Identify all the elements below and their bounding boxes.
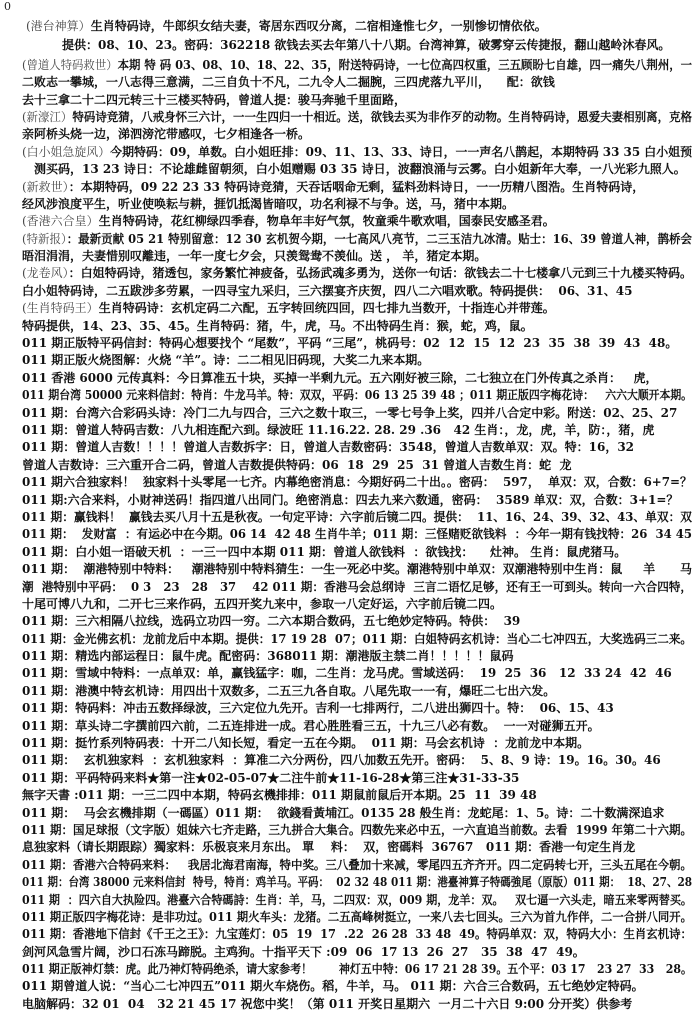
line-text: 011 期：国足球报（文字版）姐妹六七齐走路，三九拼合大集合。四数先来必中五，一六直追当前数。去看 1999 年第二十六期。 bbox=[22, 822, 693, 837]
line-content bbox=[22, 126, 310, 143]
line-text: 011 期：曾道人吉数！！！！曾道人吉数拆字：日，曾道人吉数密码：3548，曾道人吉数单双：双。特：16，32 bbox=[22, 440, 635, 455]
text-line bbox=[0, 265, 698, 282]
section-tag: (港台神算） bbox=[26, 19, 91, 33]
line-content bbox=[22, 735, 589, 752]
text-line bbox=[0, 370, 698, 387]
page-marker: 0 bbox=[4, 0, 11, 13]
line-text: 特码提供，14、23、35、45。生肖特码：猪，牛，虎，马。不出特码生肖：猴，蛇，鸡，鼠。 bbox=[22, 318, 533, 333]
line-content bbox=[34, 161, 686, 178]
line-text: 011 期：香港六合特码来料： 我居北海君南海，特中奖。三八叠加十来减，零尾四五齐齐开。四二定码转七开，三头五尾在今朝。 bbox=[22, 857, 692, 872]
line-content bbox=[22, 318, 533, 335]
line-text: 011 期正版火烧图解：火烧 “羊”。诗：二二相见旧码现，大奖二九来本期。 bbox=[22, 353, 430, 368]
line-content bbox=[22, 405, 677, 422]
line-content bbox=[22, 422, 654, 439]
text-line bbox=[0, 161, 698, 178]
line-content bbox=[22, 839, 635, 856]
line-text: ：白姐特码诗，猪透包，家务繁忙神疲备，弘扬武魂多勇为，送你一句话：欲钱去二十七楼拿八元到三十九楼买特码。 bbox=[68, 266, 693, 281]
line-text: 曾道人吉数诗：三六重开合二码，曾道人吉数提供特码：06 18 29 25 31 曾道人吉数生肖：蛇 龙 bbox=[22, 457, 572, 472]
text-line bbox=[0, 405, 698, 422]
text-line bbox=[0, 700, 698, 717]
line-content bbox=[22, 300, 555, 317]
text-line bbox=[0, 839, 698, 856]
line-text: 生肖特码诗，花红柳绿四季春，物阜年丰好气氛，牧童乘牛歌欢唱，国泰民安感圣君。 bbox=[98, 214, 555, 229]
line-text: 無字天書 :011 期：一三二四中本期，特码玄機排排：011 期鼠前鼠后开本期。25 11 39 48 bbox=[22, 788, 537, 803]
line-content bbox=[22, 579, 692, 596]
line-content bbox=[22, 352, 429, 369]
text-line bbox=[0, 126, 698, 143]
text-line bbox=[0, 387, 698, 404]
line-content bbox=[22, 439, 634, 456]
line-content bbox=[22, 700, 614, 717]
line-text: 011 期：台湾六合彩码头诗：冷门二九与四合，三六之数十取三，一零七号争上奖，四并八合定中彩。附送：02、25、27 bbox=[22, 405, 678, 420]
text-line bbox=[0, 92, 698, 109]
line-content bbox=[22, 144, 692, 161]
line-text: 011 期：金光佛玄机：龙前龙后中本期。提供：17 19 28 07；011 期：白姐特码玄机诗：当心二七冲四五，大奖选码三二来。 bbox=[22, 631, 693, 646]
line-text: 011 期：白小姐一语破天机 ：一三一四中本期 011 期：曾道人欲钱料 ：欲钱找： 灶神。 生肖：鼠虎猪马。 bbox=[22, 544, 627, 559]
text-line bbox=[0, 822, 698, 839]
line-text: 晤泪涓涓，夫妻惜别叹離违，一年一度七夕会，只羡鸳鸯不羡仙。送 ， 羊，猪定本期。 bbox=[22, 249, 487, 264]
line-content bbox=[22, 335, 677, 352]
text-line bbox=[0, 457, 698, 474]
line-content bbox=[22, 370, 658, 387]
section-tag: (香港六合皇） bbox=[22, 214, 99, 229]
line-text: 提供：08、10、23。密码：362218 欲钱去买去年第八十八期。台湾神算，破雾穿云传捷报，翻山越岭沐春风。 bbox=[62, 38, 671, 53]
section-tag: (特新报） bbox=[22, 231, 67, 246]
text-line bbox=[0, 926, 698, 943]
line-text: 011 期：港澳中特玄机诗：用四出十双数多，二五三九各自取。八尾先取一一有，爆旺二七出六发。 bbox=[22, 683, 556, 698]
line-content bbox=[22, 57, 692, 74]
line-text: 011 期六合独家料！ 独家料十头零尾一七齐。内幕绝密消息：今期好码二十出。。密码： 597， 单双：双，合数：6+7=？ bbox=[22, 475, 692, 490]
text-line bbox=[0, 735, 698, 752]
line-text: 011 期：曾道人特码吉数：八九相连配六到。绿波旺 11.16.22. 28. 29 .36 42 生肖：，龙，虎，羊，防：，猪，虎 bbox=[22, 422, 655, 437]
line-content bbox=[22, 492, 678, 509]
line-content bbox=[22, 805, 664, 822]
line-content bbox=[22, 926, 692, 943]
text-line bbox=[0, 213, 698, 230]
line-text: 011 香港 6000 元传真料：今日算准五十块，买掉一半剩九元。五六刚好被三除，二七独立在门外传真之杀肖： 虎， bbox=[22, 370, 658, 385]
section-tag: (新救世） bbox=[22, 179, 69, 194]
line-content bbox=[22, 179, 644, 196]
text-line bbox=[0, 961, 698, 978]
line-content bbox=[22, 213, 555, 230]
line-text: 011 期：草头诗二字撰前四六前，二五连排进一成。君心胜胜看三五，十九三八必有数。 一一对碰狮五开。 bbox=[22, 718, 600, 733]
line-content bbox=[22, 613, 520, 630]
text-line bbox=[0, 196, 698, 213]
line-content bbox=[22, 457, 571, 474]
text-line bbox=[0, 892, 698, 909]
line-content bbox=[22, 978, 644, 995]
text-line bbox=[0, 978, 698, 995]
line-text: 潮 港特别中平码： 0 3 23 28 37 42 011 期：香港马会总纲诗 三言二语忆足够，还有王一可到头。转向一六合四特， bbox=[22, 579, 693, 594]
text-line bbox=[0, 561, 698, 578]
text-line bbox=[0, 579, 698, 596]
line-content bbox=[22, 631, 692, 648]
text-line bbox=[0, 544, 698, 561]
line-content bbox=[22, 718, 600, 735]
line-content bbox=[22, 909, 692, 926]
text-line bbox=[0, 631, 698, 648]
section-tag: (白小姐急旋风） bbox=[22, 144, 111, 159]
line-text: 011 期:六合来料，小财神送码！指四道八出同门。绝密消息：四去九来六数通，密码： 3589 单双：双，合数：3+1=？ bbox=[22, 492, 679, 507]
line-content bbox=[22, 787, 537, 804]
line-content bbox=[22, 596, 502, 613]
line-text: 011 期：香港地下信封《千王之王》：九宝莲灯：05 19 17 .22 26 28 33 48 49。特码单双：双，特码大小：生肖玄机诗： bbox=[22, 927, 692, 942]
line-content bbox=[22, 109, 692, 126]
text-line bbox=[0, 300, 698, 317]
line-text: 011 期： 潮港特别中特料： 潮港特别中特料猜生：一生一死必中奖。潮港特别中单双：双潮港特别中生肖：鼠 羊 马 bbox=[22, 562, 692, 577]
line-content bbox=[22, 544, 626, 561]
line-content bbox=[22, 752, 661, 769]
line-text: 生肖特码诗：玄机定码二六配，五字转回统四回，四七排九当数开，十指连心并带莲。 bbox=[98, 301, 555, 316]
text-line bbox=[0, 909, 698, 926]
line-content bbox=[22, 683, 555, 700]
line-text: 011 期曾道人说：“当心二七冲四五”011 期火车烧伤。稻，牛羊，马。 011 期：六合三合数码，五七绝妙定特码。 bbox=[22, 979, 644, 994]
line-text: 011 期：雪域中特料：一点单双：单，赢钱猛字：咖，二生肖：龙马虎。雪域送码： 19 25 36 12 33 24 42 46 bbox=[22, 666, 672, 681]
line-content bbox=[22, 474, 692, 491]
line-text: 去十三拿二十二四元转三十三楼买特码，曾道人提：骏马奔驰千里面路， bbox=[22, 92, 407, 107]
line-text: 011 期：挺竹系列特码表：十开二八知长短，看定一五在今期。 011 期：马会玄机诗 ：龙前龙中本期。 bbox=[22, 736, 590, 751]
line-content bbox=[22, 770, 519, 787]
line-text: 剑河风急雪片阔，沙口石冻马蹄脱。主鸡狗。十指平天下 :09 06 17 13 26 27 35 38 47 49。 bbox=[22, 944, 585, 959]
text-line bbox=[0, 248, 698, 265]
section-tag: (新濠江） bbox=[22, 109, 73, 124]
text-line bbox=[0, 283, 698, 300]
text-line bbox=[0, 526, 698, 543]
line-text: 白小姐特码诗，二五跋涉多劳累，一四寻宝九采归，三六摆宴齐庆贺，四八二六唱欢歌。特码提供： 06、31、45 bbox=[22, 283, 633, 298]
line-content bbox=[22, 92, 406, 109]
text-line bbox=[0, 318, 698, 335]
text-line bbox=[0, 874, 698, 891]
text-line bbox=[0, 648, 698, 665]
text-line bbox=[0, 74, 698, 91]
section-tag: (曾道人特码救世） bbox=[22, 57, 118, 72]
line-content bbox=[22, 996, 632, 1013]
line-content bbox=[22, 561, 692, 578]
line-content bbox=[22, 387, 692, 404]
line-text: 011 期 ：四六自大执险四。港臺六合特碼詩：生肖：羊，马，二四双：双，009 期，龙羊：双。 双七逼一六头走，暗五来零两替买。 bbox=[22, 892, 692, 907]
document-body bbox=[0, 18, 698, 1013]
text-line bbox=[0, 492, 698, 509]
line-content bbox=[22, 648, 514, 665]
line-content bbox=[22, 874, 692, 891]
line-content bbox=[22, 231, 692, 248]
line-text: 电脑解码：32 01 04 32 21 45 17 祝您中奖！（第 011 开奖日星期六 一月二十六日 9:00 分开奖）供参考 bbox=[22, 996, 633, 1011]
text-line bbox=[0, 509, 698, 526]
line-content bbox=[22, 944, 585, 961]
line-text: 二败志一攀城，一八志得三意满，二三自负十不凡，二九令人二掘腕，三四虎落九平川， 配：欲钱 bbox=[22, 75, 555, 90]
text-line bbox=[0, 665, 698, 682]
line-text: 息独家料（请长期跟踪）獨家料：乐极哀来月东出。 單 料： 双，密碼料 36767 011 期：香港一句定生肖龙 bbox=[22, 840, 636, 855]
line-text: 011 期正版四字梅花诗：是非功过。011 期火车头：龙猪。二五高峰树挺立，一来八去七回头。三六为首九作伴，二一合拼八同开。 bbox=[22, 909, 693, 924]
line-text: 011 期： 玄机独家料 ：玄机独家料 ：算准二六分两份，四八加数五先开。密码： 5、8、9 诗：19。16。30。46 bbox=[22, 753, 661, 768]
text-line bbox=[0, 37, 698, 54]
line-text: 十尾可博八九和，二开七三来作码，五四开奖九来中，参取一八定好运，六字前后镜二四。 bbox=[22, 596, 503, 611]
line-text: 011 期：精选内部运程日：鼠牛虎。配密码：368011 期：潮港版主禁二肖！！！！！鼠码 bbox=[22, 649, 514, 664]
text-line bbox=[0, 57, 698, 74]
text-line bbox=[0, 996, 698, 1013]
line-content bbox=[22, 961, 692, 978]
text-line bbox=[0, 596, 698, 613]
line-text: 经风涉浪度平生，听业使唤耘与耕，捱饥抵渴皆暗叹，功名利禄不与争。送，马，猪中本期。 bbox=[22, 196, 515, 211]
text-line bbox=[0, 787, 698, 804]
line-text: 011 期：三六相隔八拉线，选码立功四一穷。二六本期合数码，五七绝妙定特码。特供： 39 bbox=[22, 614, 521, 629]
line-text: 亲阿桥头烧一边，涕泗滂沱带感叹，七夕相逢各一桥。 bbox=[22, 127, 311, 142]
line-text: 今期特码：09，单数。白小姐旺排：09、11、13、33、诗日，一一声名八鹊起，本期特码 33 35 白小姐预 bbox=[110, 144, 693, 159]
text-line bbox=[0, 335, 698, 352]
text-line bbox=[0, 231, 698, 248]
line-content bbox=[22, 526, 692, 543]
line-text: 011 期正版特平码信封：特码心想要找个 “尾数”，平码 “三尾”，桃码号：02 12 15 12 23 35 38 39 43 48。 bbox=[22, 336, 678, 351]
text-line bbox=[0, 944, 698, 961]
line-text: 011 期：赢钱料！ 赢钱去买八月十五是秋夜。一句定平诗：六字前后镜二四。提供： 11、16、24、39、32、43、单双：双 bbox=[22, 509, 693, 524]
text-line bbox=[0, 439, 698, 456]
section-tag: (生肖特码王） bbox=[22, 301, 99, 316]
line-text: 011 期台湾 50000 元来料信封：特肖：牛龙马羊。特：双双，平码：06 13 25 39 48 ；011 期正版四字梅花诗： 六六大顺开本期。 bbox=[22, 388, 693, 403]
line-text: 特码诗竞猜，八戒身怀三六计，一一生四归一十相近。送，欲钱去买为非作歹的动物。生肖特码诗，恩爱夫妻相别离，克格 bbox=[72, 109, 693, 124]
text-line bbox=[0, 683, 698, 700]
line-text: 生肖特码诗，牛郎织女结夫妻，寄居东西叹分离，二宿相逢惟七夕，一别惨切情依依。 bbox=[90, 19, 547, 33]
text-line bbox=[0, 18, 698, 35]
text-line bbox=[0, 752, 698, 769]
line-text: 本期 特 码 03、08、10、18、22、35，附送特码诗，一七位高四权重，三五顾盼七自雄，四一痛失八荆州，一 bbox=[117, 57, 693, 72]
line-text: 011 期：特码料：冲击五数择绿波，三六定位九先开。吉利一七排两行，二八进出狮四十。特： 06、15、43 bbox=[22, 701, 614, 716]
line-content bbox=[22, 665, 672, 682]
text-line bbox=[0, 422, 698, 439]
line-content bbox=[62, 37, 670, 54]
line-content bbox=[22, 283, 632, 300]
text-line bbox=[0, 613, 698, 630]
line-text: 011 期： 马会玄機排期（一碼區）011 期： 欲錢看黃埔江。0135 28 般生肖：龙蛇尾：1、5。诗：二十数满深追求 bbox=[22, 805, 665, 820]
text-line bbox=[0, 770, 698, 787]
line-text: 011 期正版神灯禁：虎。此乃神灯特码绝杀，请大家参考！ 神灯五中特：06 17 21 28 39。五个平：03 17 23 27 33 28。 bbox=[22, 962, 693, 977]
line-text: ：本期特码，09 22 23 33 特码诗竞猜，天吞话咽命无剩，猛料劲料诗日，一一历精八图浩。生肖特码诗， bbox=[68, 179, 645, 194]
line-text: 011 期：台湾 38000 元来料信封 特号，特肖：鸡羊马。平码： 02 32 48 011 期：港臺神算子特碼強尾（原版）011 期： 18、27、28 bbox=[22, 875, 693, 890]
line-text: 测买码，13 23 诗日：不论雄雌留朝须，白小姐赠赐 03 35 诗日，波翻浪涌与云雾。白小姐新年大奉，一八光彩九照人。 bbox=[34, 162, 686, 177]
line-content bbox=[22, 509, 692, 526]
line-text: 011 期： 发财富 ：有运必中在今期。06 14 42 48 生肖牛羊；011 期：三怪赌贬欲钱料 ：今年一期有钱找特：26 34 45 bbox=[22, 527, 692, 542]
line-content bbox=[26, 18, 547, 35]
line-content bbox=[22, 248, 486, 265]
text-line bbox=[0, 474, 698, 491]
line-text: 011 期：平码特码来料★第一注★02-05-07★二注牛前★11-16-28★第三注★31-33-35 bbox=[22, 770, 520, 785]
text-line bbox=[0, 805, 698, 822]
text-line bbox=[0, 109, 698, 126]
text-line bbox=[0, 718, 698, 735]
line-content bbox=[22, 196, 514, 213]
line-content bbox=[22, 265, 692, 282]
text-line bbox=[0, 352, 698, 369]
line-content bbox=[22, 74, 555, 91]
line-content bbox=[22, 822, 692, 839]
text-line bbox=[0, 857, 698, 874]
text-line bbox=[0, 144, 698, 161]
text-line bbox=[0, 179, 698, 196]
line-text: ：最新贡献 05 21 特别留意：12 30 玄机贺今期，一七高风八亮节，二三玉洁九冰清。贴士：16、39 曾道人神，鹊桥会 bbox=[66, 231, 693, 246]
section-tag: (龙卷风） bbox=[22, 266, 69, 281]
line-content bbox=[22, 857, 692, 874]
line-content bbox=[22, 892, 692, 909]
